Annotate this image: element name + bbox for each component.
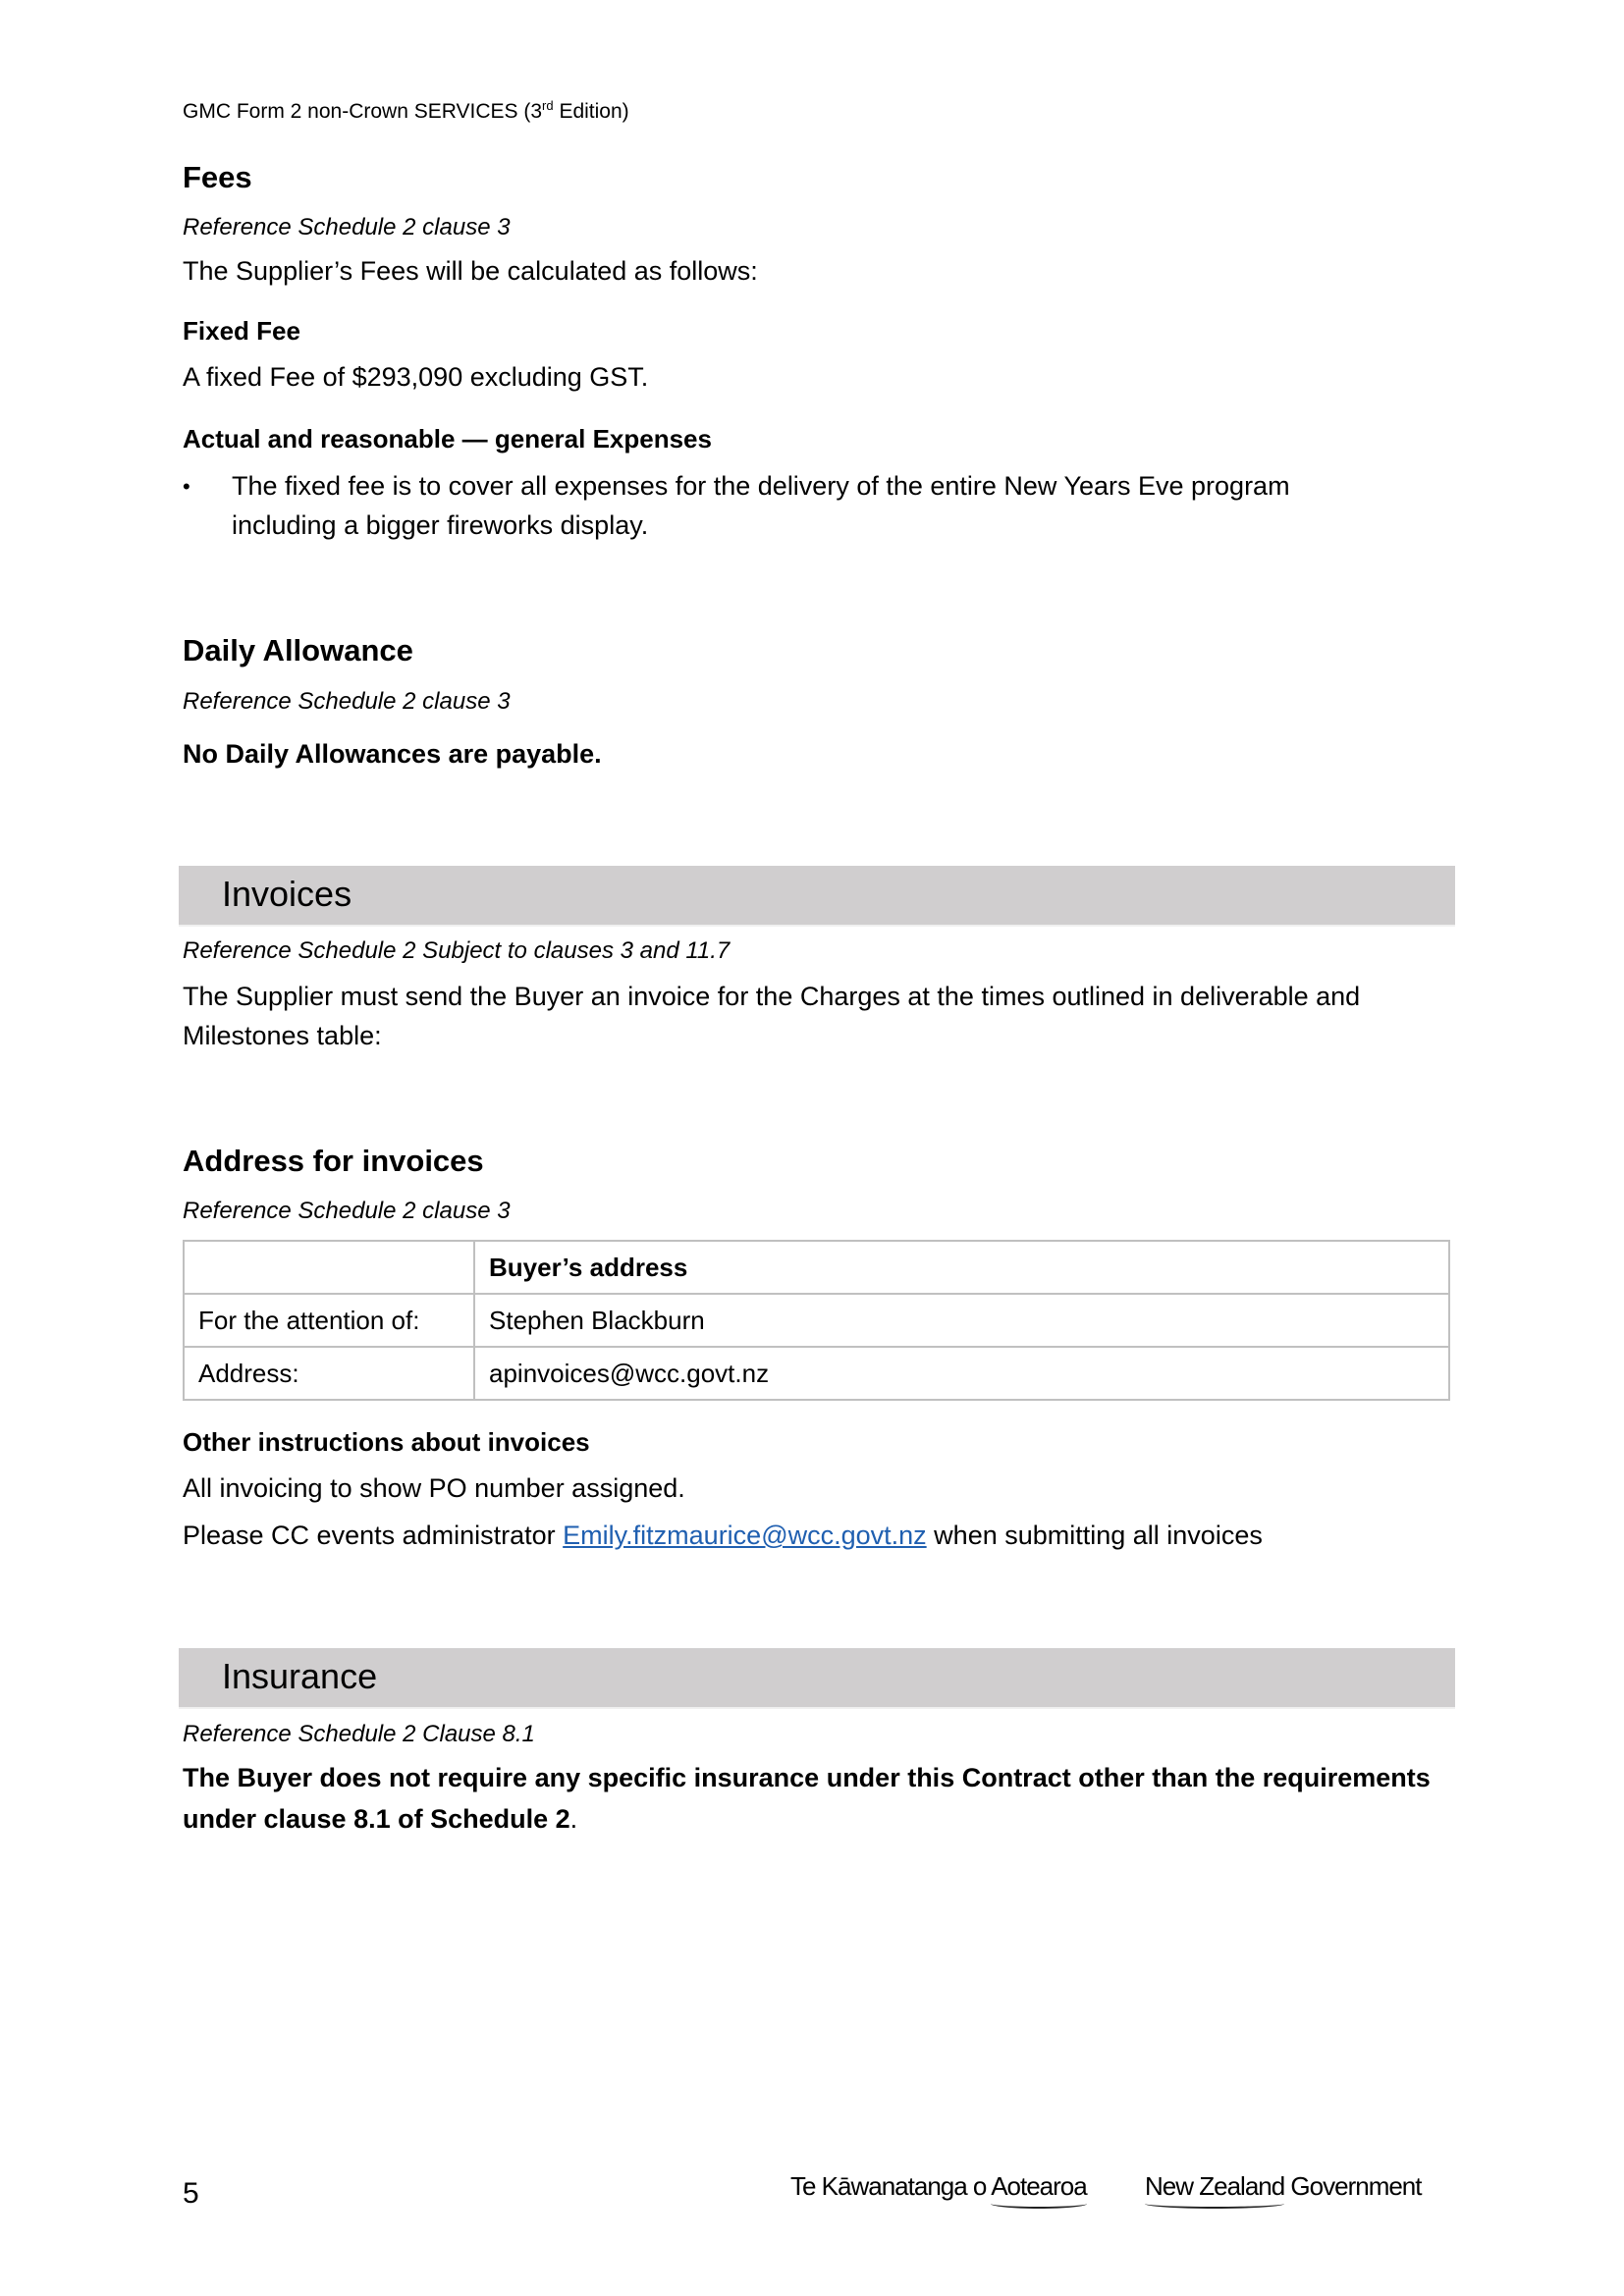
logo-maori-underlined: Aotearoa	[991, 2171, 1087, 2201]
fixed-fee-heading: Fixed Fee	[183, 316, 300, 346]
fixed-fee-text: A fixed Fee of $293,090 excluding GST.	[183, 362, 649, 392]
running-title-suffix: Edition)	[553, 100, 629, 123]
fees-intro: The Supplier’s Fees will be calculated as follows:	[183, 256, 758, 286]
running-title-text: GMC Form 2 non-Crown SERVICES (3	[183, 100, 543, 123]
table-header-cell: Buyer’s address	[474, 1241, 1449, 1294]
invoices-text-line1: The Supplier must send the Buyer an invoice for the Charges at the times outlined in deliverable and	[183, 982, 1361, 1011]
fees-reference: Reference Schedule 2 clause 3	[183, 214, 511, 240]
bullet-icon: •	[183, 474, 190, 499]
logo-maori-text: Te Kāwanatanga o	[790, 2171, 992, 2201]
table-header-row	[184, 1241, 1449, 1294]
cc-text-suffix: when submitting all invoices	[926, 1521, 1263, 1550]
logo-nz-government	[1145, 2171, 1422, 2202]
daily-allowance-statement: No Daily Allowances are payable.	[183, 739, 602, 769]
other-instructions-line1: All invoicing to show PO number assigned.	[183, 1473, 685, 1503]
table-row	[184, 1347, 1449, 1400]
invoices-section-title: Invoices	[222, 874, 352, 914]
running-title-superscript: rd	[542, 98, 554, 113]
insurance-section-bar	[179, 1648, 1455, 1709]
insurance-reference: Reference Schedule 2 Clause 8.1	[183, 1721, 535, 1747]
page-number: 5	[183, 2177, 199, 2210]
daily-allowance-heading: Daily Allowance	[183, 633, 413, 667]
other-instructions-line2	[183, 1521, 1263, 1551]
insurance-statement-line1: The Buyer does not require any specific insurance under this Contract other than the requirements	[183, 1763, 1431, 1792]
table-cell: apinvoices@wcc.govt.nz	[474, 1347, 1449, 1400]
table-cell: For the attention of:	[184, 1294, 474, 1347]
insurance-statement-bold: under clause 8.1 of Schedule 2	[183, 1804, 570, 1834]
invoices-text-line2: Milestones table:	[183, 1021, 382, 1050]
email-link[interactable]: Emily.fitzmaurice@wcc.govt.nz	[563, 1521, 927, 1550]
other-instructions-heading: Other instructions about invoices	[183, 1427, 590, 1457]
table-cell: Address:	[184, 1347, 474, 1400]
address-heading: Address for invoices	[183, 1144, 484, 1178]
daily-allowance-reference: Reference Schedule 2 clause 3	[183, 688, 511, 715]
table-row	[184, 1294, 1449, 1347]
table-cell	[184, 1241, 474, 1294]
logo-en-underlined: New Zealand	[1145, 2171, 1285, 2201]
table-cell: Stephen Blackburn	[474, 1294, 1449, 1347]
expenses-bullet-line1: The fixed fee is to cover all expenses for the delivery of the entire New Years Eve program	[232, 471, 1290, 501]
expenses-bullet-line2: including a bigger fireworks display.	[232, 510, 649, 540]
invoices-section-bar	[179, 866, 1455, 927]
address-table	[183, 1240, 1450, 1401]
insurance-statement-line2	[183, 1804, 577, 1835]
insurance-section-title: Insurance	[222, 1656, 378, 1696]
fees-heading: Fees	[183, 160, 252, 194]
logo-te-kawanatanga	[790, 2171, 1087, 2202]
running-header	[183, 98, 629, 124]
invoices-reference: Reference Schedule 2 Subject to clauses 3 and 11.7	[183, 937, 731, 964]
address-reference: Reference Schedule 2 clause 3	[183, 1198, 511, 1224]
cc-text: Please CC events administrator	[183, 1521, 564, 1550]
insurance-statement-end: .	[569, 1804, 578, 1834]
expenses-heading: Actual and reasonable — general Expenses	[183, 424, 712, 454]
logo-en-text: Government	[1284, 2171, 1422, 2201]
